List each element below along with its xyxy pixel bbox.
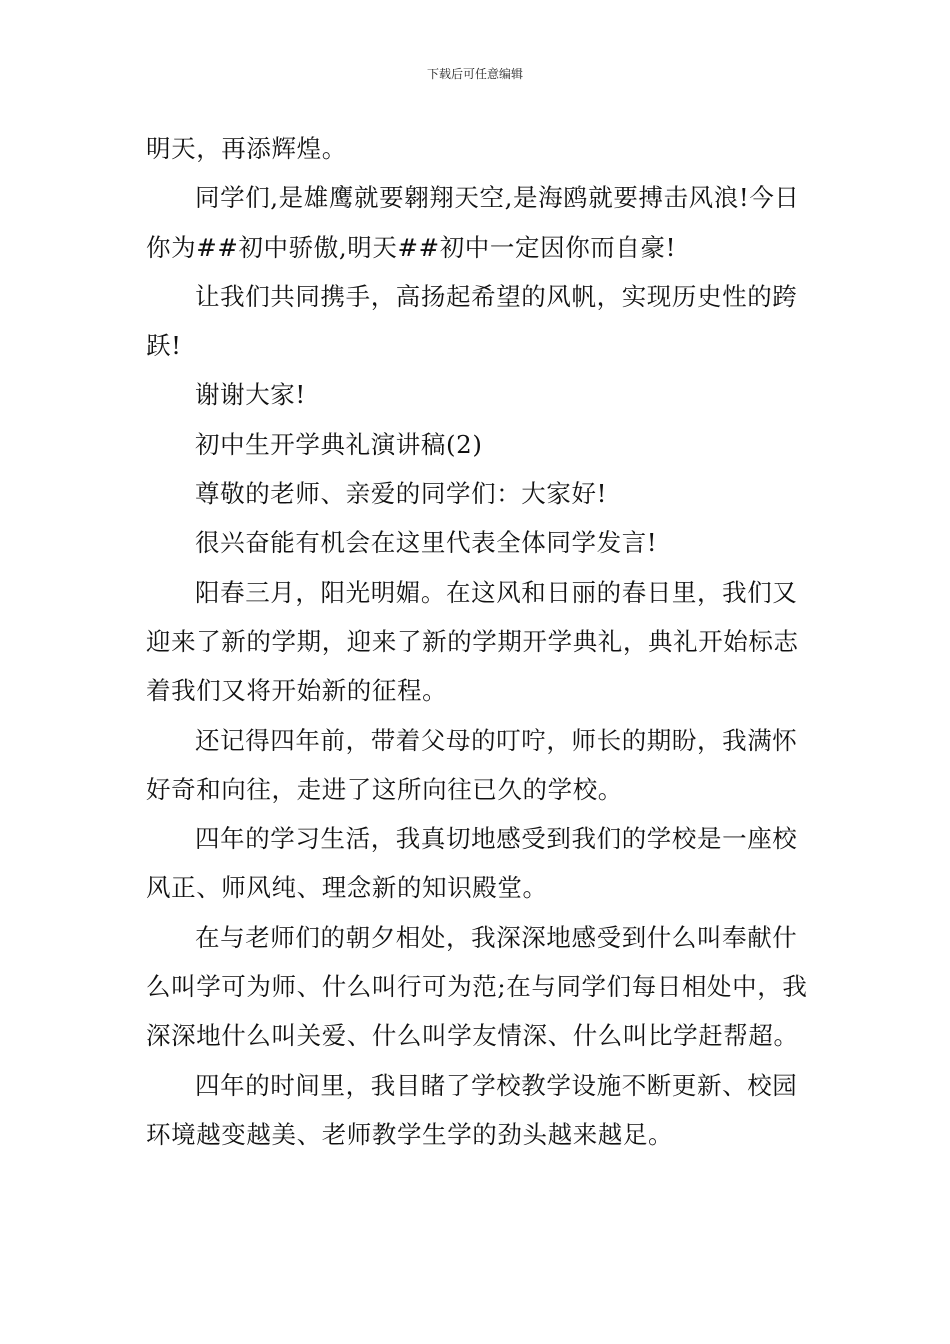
paragraph: 阳春三月，阳光明媚。在这风和日丽的春日里，我们又迎来了新的学期，迎来了新的学期开学典礼，典礼开始标志着我们又将开始新的征程。 bbox=[146, 577, 799, 706]
paragraph: 同学们,是雄鹰就要翱翔天空,是海鸥就要搏击风浪!今日你为##初中骄傲,明天##初中一定因你而自豪! bbox=[146, 183, 800, 262]
paragraph: 在与老师们的朝夕相处，我深深地感受到什么叫奉献什么叫学可为师、什么叫行可为范;在与同学们每日相处中，我深深地什么叫关爱、什么叫学友情深、什么叫比学赶帮超。 bbox=[146, 922, 808, 1051]
paragraph: 四年的时间里，我目睹了学校教学设施不断更新、校园环境越变越美、老师教学生学的劲头越来越足。 bbox=[146, 1070, 798, 1149]
paragraph: 让我们共同携手，高扬起希望的风帆，实现历史性的跨跃! bbox=[146, 281, 798, 361]
paragraph: 谢谢大家! bbox=[195, 380, 306, 410]
greeting: 尊敬的老师、亲爱的同学们：大家好! bbox=[195, 479, 608, 509]
paragraph: 明天，再添辉煌。 bbox=[146, 134, 347, 163]
paragraph: 很兴奋能有机会在这里代表全体同学发言! bbox=[195, 528, 658, 558]
document-body bbox=[146, 124, 814, 1159]
page-header: 下载后可任意编辑 bbox=[426, 67, 523, 81]
section-title: 初中生开学典礼演讲稿(2) bbox=[195, 429, 483, 459]
paragraph: 还记得四年前，带着父母的叮咛，师长的期盼，我满怀好奇和向往，走进了这所向往已久的学校。 bbox=[146, 725, 798, 804]
paragraph: 四年的学习生活，我真切地感受到我们的学校是一座校风正、师风纯、理念新的知识殿堂。 bbox=[146, 824, 798, 903]
